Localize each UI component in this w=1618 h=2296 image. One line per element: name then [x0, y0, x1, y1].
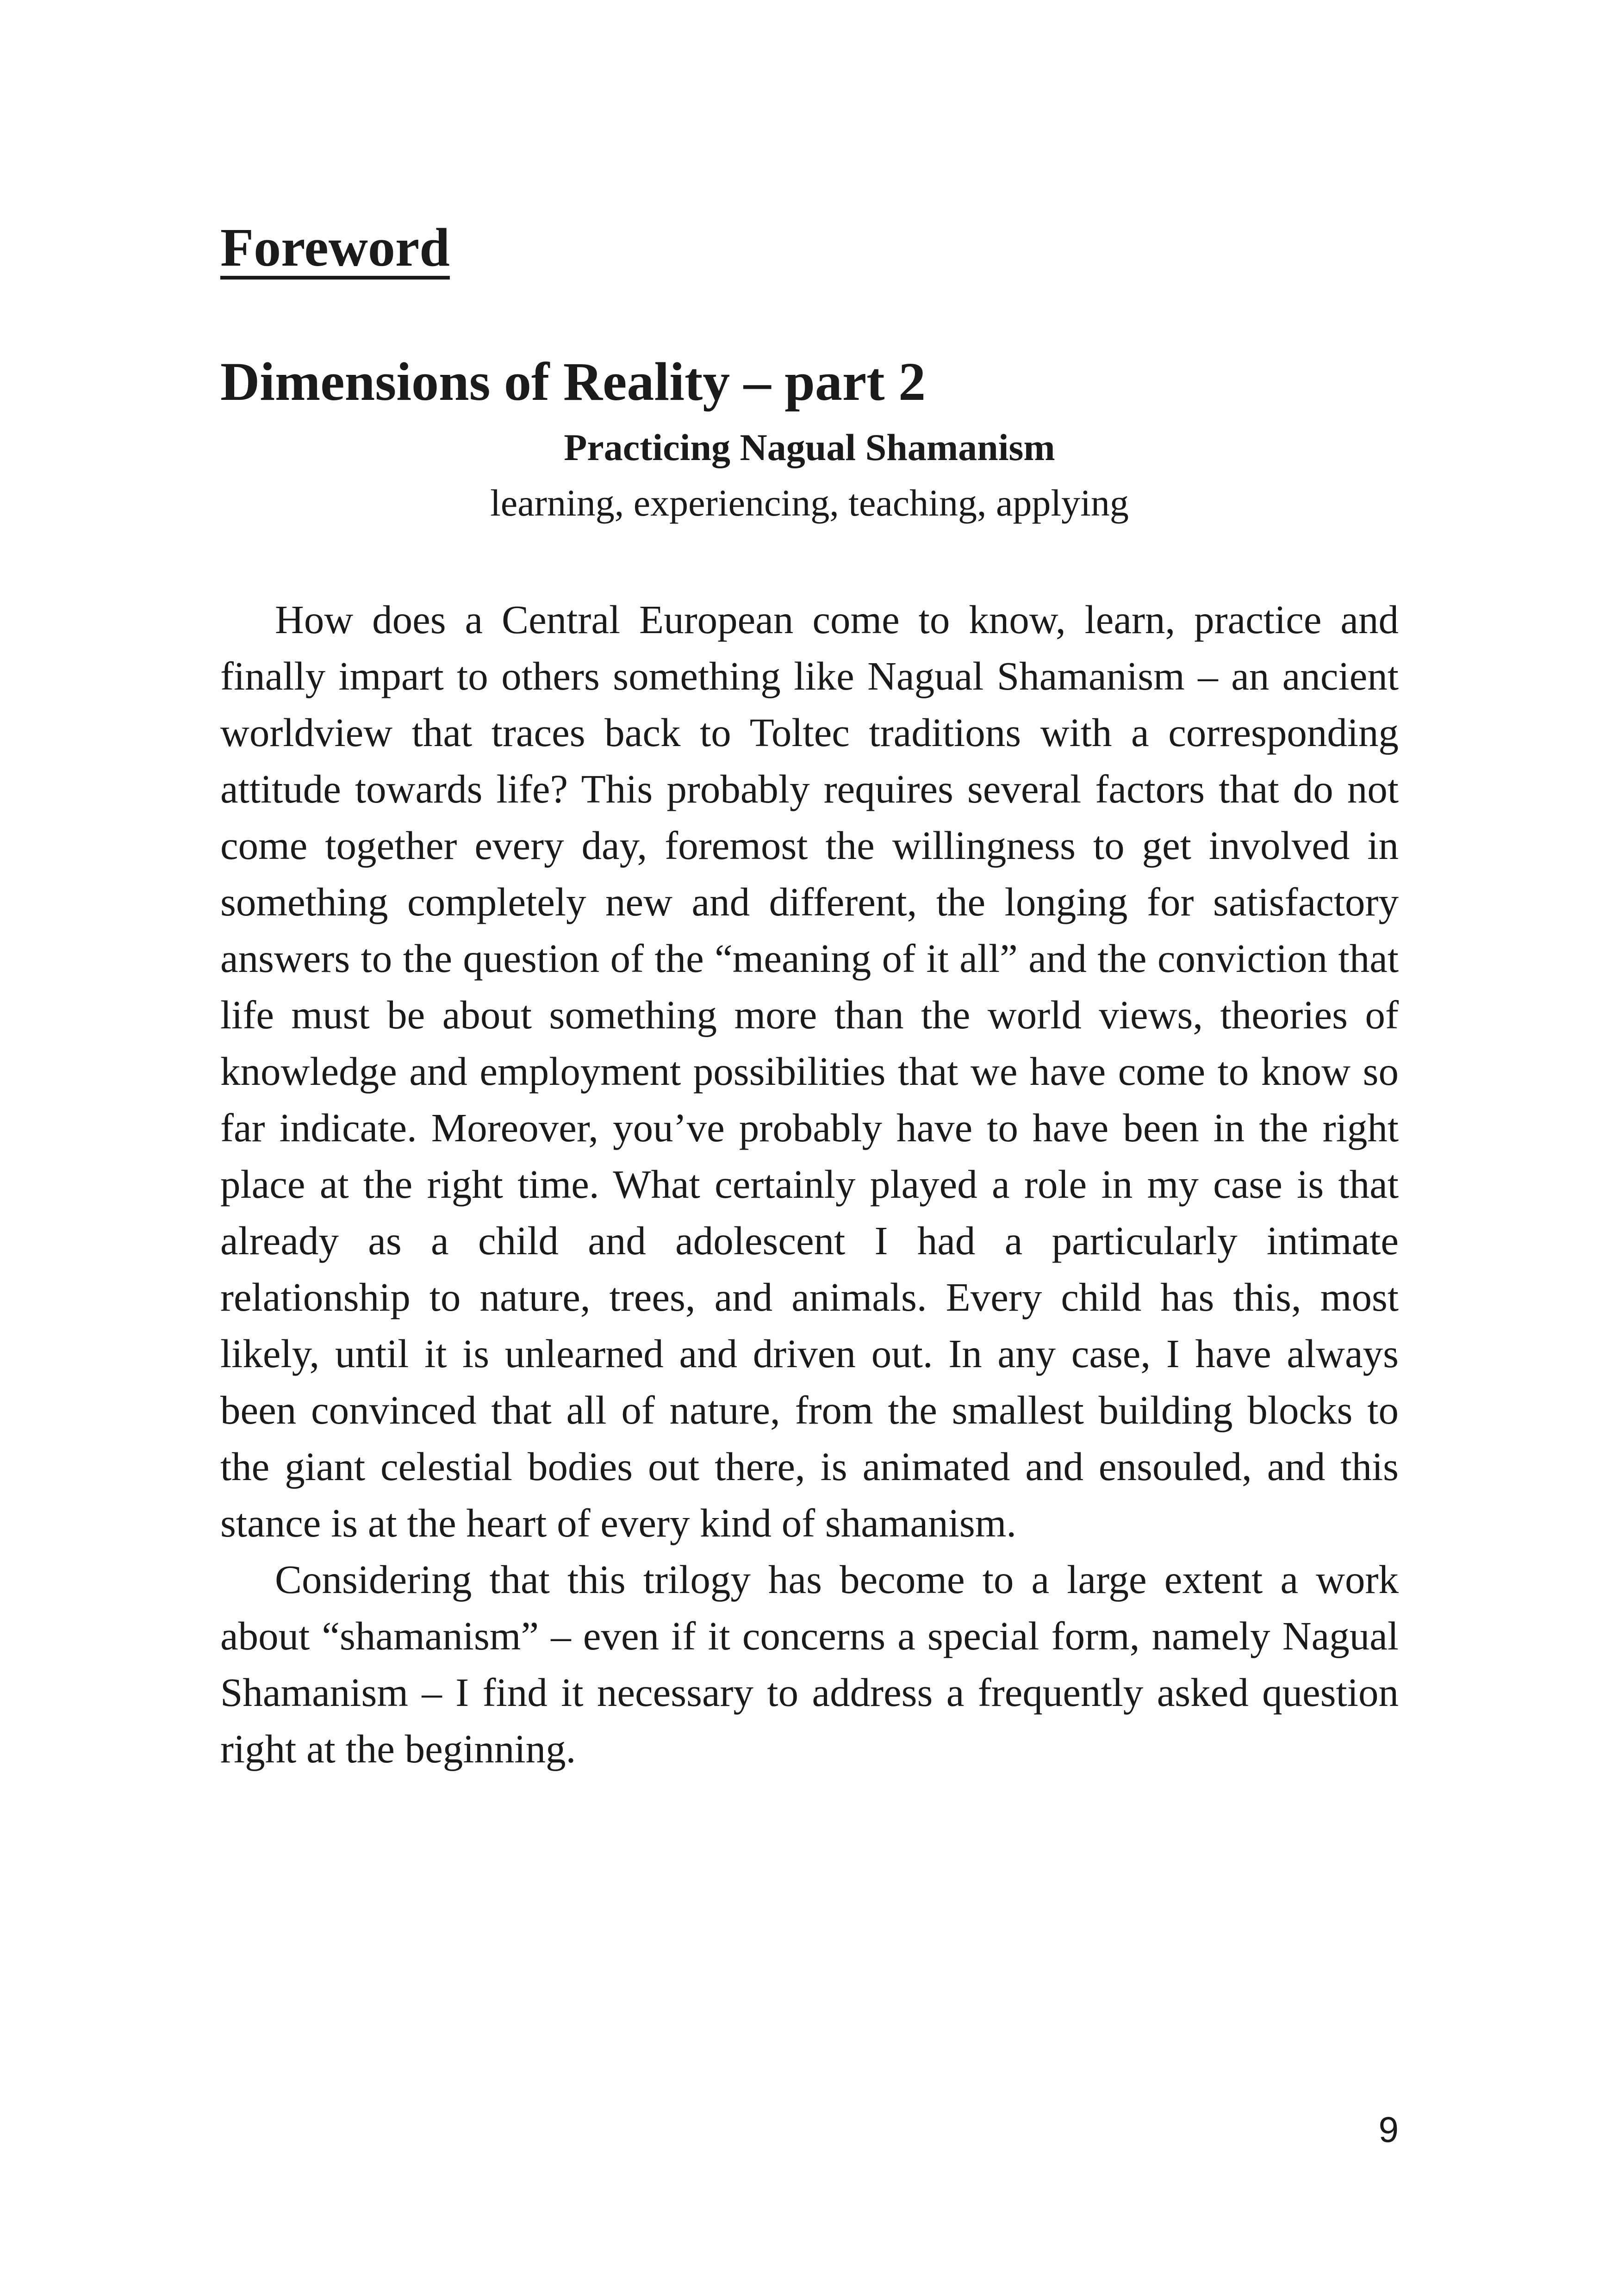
book-title: Dimensions of Reality – part 2 [220, 351, 926, 412]
tagline: learning, experiencing, teaching, applying [490, 482, 1129, 524]
page-number: 9 [1378, 2109, 1399, 2150]
subtitle: Practicing Nagual Shamanism [564, 426, 1055, 468]
paragraph: Considering that this trilogy has become to a large extent a work about “shamanism” – even if it concerns a special form, namely Nagual Shamanism – I find it necessary to address a frequently asked question right at the beginning. [220, 1557, 1399, 1771]
paragraph: How does a Central European come to know, learn, practice and finally impart to others something like Nagual Shamanism – an ancient worldview that traces back to Toltec traditions with a corresponding attitude towards life? This probably requires several factors that do not come together every day, foremost the willingness to get involved in something completely new and different, the longing for satisfactory answers to the question of the “meaning of it all” and the conviction that life must be about something more than the world views, theories of knowledge and employment possibilities that we have come to know so far indicate. Moreover, you’ve probably have to have been in the right place at the right time. What certainly played a role in my case is that already as a child and adolescent I had a particularly intimate relationship to nature, trees, and animals. Every child has this, most likely, until it is unlearned and driven out. In any case, I have always been convinced that all of nature, from the smallest building blocks to the giant celestial bodies out there, is animated and ensouled, and this stance is at the heart of every kind of shamanism. [220, 597, 1399, 1545]
section-heading: Foreword [220, 217, 450, 278]
body-text [220, 591, 1399, 1777]
